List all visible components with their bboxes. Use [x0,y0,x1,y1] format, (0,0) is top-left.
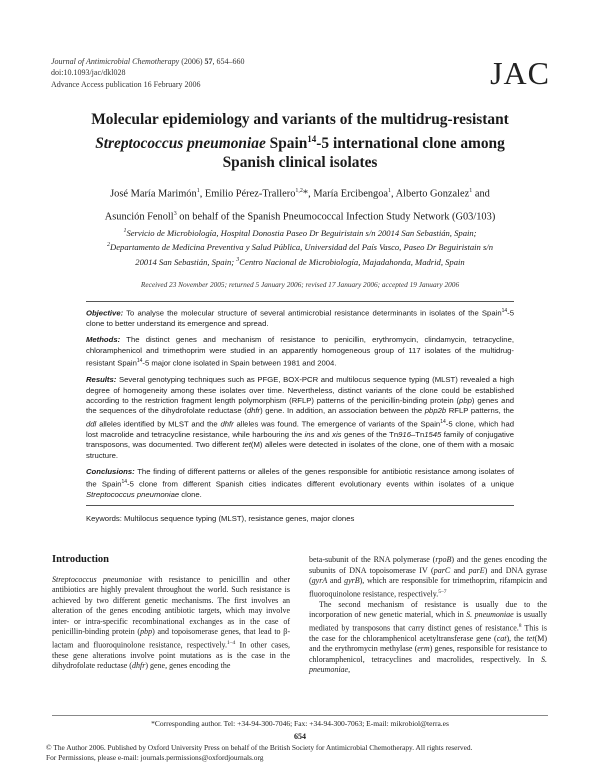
right-p2-species: S. pneumoniae [466,610,514,620]
right-rpob: rpoB [435,555,452,564]
intro-sup: 1–4 [227,639,236,646]
author-list [40,181,560,228]
title-spain: Spain [265,134,308,152]
right-sup-1: 5–7 [438,588,447,595]
title-line-3: Spanish clinical isolates [222,154,378,172]
results-text-h: and [314,429,333,439]
authors-line-1 [40,181,560,204]
right-text-d: ) and DNA gyrase ( [309,565,548,585]
intro-species: Streptococcus pneumoniae [52,574,142,584]
results-sup: 14 [440,418,446,425]
affil-3-sup: 3 [236,256,240,263]
abstract-results [86,375,514,461]
right-column [309,555,547,676]
objective-text: To analyse the molecular structure of several antimicrobial resistance determinants in isolates of the Spain [123,308,502,318]
right-p2-cat: cat [496,633,507,643]
conclusions-species: Streptococcus pneumoniae [86,490,180,500]
intro-dhfr: dhfr [131,661,146,671]
section-heading-introduction: Introduction [52,554,109,565]
objective-text-b: -5 clone to better understand its emergence and spread. [86,308,514,328]
affiliation-line-1 [50,225,550,239]
abstract-methods [86,335,514,369]
author-1-sup: 1 [196,188,200,194]
affil-3: Centro Nacional de Microbiología, Majadahonda, Madrid, Spain [239,256,465,267]
authors-and: and [472,188,490,200]
advance-access: Advance Access publication 16 February 2006 [51,79,201,89]
received-dates: Received 23 November 2005; returned 5 January 2006; revised 17 January 2006; accepted 19 January 2006 [140,280,460,289]
right-pare: parE [468,565,485,575]
copyright-line: © The Author 2006. Published by Oxford University Press on behalf of the British Society for Antimicrobial Chemotherapy. All rights reserved. [46,743,473,752]
methods-sup: 14 [136,358,143,365]
doi[interactable]: doi:10.1093/jac/dkl028 [51,68,126,78]
affil-2-sup: 2 [107,242,110,249]
title-sup: 14 [307,133,317,144]
right-text-b: ) and the genes encoding the subunits of DNA topoisomerase IV ( [309,555,547,575]
intro-text-c: In other cases, these gene alterations involve point mutations as is the case in the dihydrofolate reductase ( [52,640,290,671]
affil-1-sup: 1 [123,228,127,234]
abstract-top-rule [86,301,514,302]
conclusions-sup: 14 [121,479,128,486]
affiliation-line-3 [50,254,550,268]
results-label: Results: [86,375,117,385]
title-line-2 [40,130,560,154]
journal-pages: , 654–660 [212,57,245,66]
conclusions-label: Conclusions: [86,466,135,476]
right-p2-text-a: The second mechanism of resistance is usually due to the incorporation of new genetic material, which in [309,599,547,620]
results-text-e: alleles identified by MLST and the [96,419,221,429]
intro-paragraph-1 [52,575,290,672]
affiliation-line-2 [50,239,550,253]
intro-text-b: ) and topoisomerase genes, that lead to β-lactam and fluoroquinolone resistance, respectively. [52,627,290,650]
right-text-f: ), which are responsible for trimethoprim, rifampicin and fluoroquinolone resistance, respectively. [309,576,547,599]
right-p2-text-g: , [348,665,351,675]
right-p2-species-2: S. pneumoniae [309,654,547,675]
author-3-sup: 1 [388,188,392,194]
methods-text: The distinct genes and mechanism of resistance to penicillin, erythromycin, clindamycin, tetracycline, chloramphenicol and trimethoprim were studied in an apparently homogeneous group of 117 isolates of the multidrug-resistant Spain [86,335,514,368]
affiliations [50,225,550,268]
right-p2-text-c: This is the case for the chloramphenicol acetyltransferase gene ( [309,623,547,643]
journal-logo: JAC [490,55,550,91]
results-text-b: ) genes and the sequences of the dihydrofolate reductase ( [86,395,514,416]
right-parc: parC [433,565,451,575]
conclusions-text-c: clone. [179,490,202,500]
right-text-a: beta-subunit of the RNA polymerase ( [309,555,436,564]
abstract-objective [86,306,514,329]
author-4-sup: 1 [469,188,473,194]
page-number: 654 [294,732,306,741]
citation-line [51,56,245,67]
right-p2-text-f: ) genes, responsible for resistance to chloramphenicol, tetracyclines and macrolides, respectively. In [309,644,548,664]
right-p2-text-d: ), the [506,633,527,643]
right-text-c: and [450,565,469,575]
journal-name: Journal of Antimicrobial Chemotherapy [51,57,180,66]
author-group: on behalf of the Spanish Pneumococcal Infection Study Network (G03/103) [176,211,496,223]
results-tn916: 916 [398,429,411,439]
results-dhfr: dhfr [246,406,261,416]
left-column [52,555,290,672]
title-species: Streptococcus pneumoniae [95,134,266,152]
right-p2-text-e: (M) and the erythromycin methylase ( [309,633,548,654]
permissions-line: For Permissions, please e-mail: journals.permissions@oxfordjournals.org [46,753,264,763]
right-p2-sup: 8 [518,622,522,629]
conclusions-text-b: -5 clone from different Spanish cities indicates different evolutionary events within isolates of a unique [127,479,514,489]
author-2: , Emilio Pérez-Trallero [199,188,296,200]
right-p2-erm: erm [417,644,430,654]
abstract [86,306,514,501]
abstract-conclusions [86,467,514,501]
affil-1: Servicio de Microbiología, Hospital Donostia Paseo Dr Beguiristain s/n 20014 San Sebastián, Spain; [126,227,477,238]
right-paragraph-1 [309,555,547,600]
intro-text-a: with resistance to penicillin and other antibiotics are highly prevalent throughout the world. Such resistance is achieved by two different genetic mechanisms. The first involves an alteration of the genes encoding antibiotic targets, which may involve inter- or intra-specific recombinational exchanges as in the case of penicillin-binding protein ( [52,574,290,636]
results-ins: ins [304,429,315,439]
right-p2-tet: tet [526,633,535,643]
right-paragraph-2 [309,600,547,676]
conclusions-text-a: The finding of different patterns or alleles of the genes responsible for antibiotic resistance among isolates of the Spain [86,466,514,489]
results-ddl: ddl [86,419,97,429]
right-p2-text-b: is usually mediated by transposons that carry distinct genes of resistance. [309,610,547,633]
right-gyrb: gyrB [344,576,360,585]
journal-year: (2006) [181,57,203,66]
author-3: , María Ercibengoa [308,188,389,200]
results-text-c: ) gene. In addition, an association between the [260,406,425,416]
author-2-sup: 1,2 [295,188,303,194]
results-text-f: alleles was found. The emergence of variants of the Spain [233,419,441,429]
results-xis: xis [332,429,342,439]
right-gyra: gyrA [311,576,328,585]
affil-2b: 20014 San Sebastián, Spain; [135,256,235,267]
methods-label: Methods: [86,335,121,345]
results-text-g: -5 clone, which had lost macrolide and tetracycline resistance, while harbouring the [86,419,514,439]
author-4: , Alberto Gonzalez [391,188,470,200]
author-1: José María Marimón [110,188,197,200]
corresponding-mark: * [302,188,309,200]
title-line-2-rest: -5 international clone among [316,134,505,152]
results-text-d: RFLP patterns, the [446,406,515,416]
results-tn1545: 1545 [424,429,442,439]
results-tet: tet [242,440,251,450]
copyright-footer [46,743,566,763]
results-dhfr-2: dhfr [220,419,234,429]
author-5-sup: 3 [173,211,177,218]
results-text-k: family of conjugative transposons, was documented. Two different [86,429,515,450]
results-text-a: Several genotyping techniques such as PFGE, BOX-PCR and multilocus sequence typing (MLST) revealed a high degree of homogeneity among these isolates over time. Nevertheless, distinct variants of the clone could be established according to the restriction fragment length polymorphism (RFLP) patterns of the penicillin-binding protein ( [86,375,514,405]
journal-volume: 57 [204,57,213,66]
journal-info [51,56,245,90]
methods-text-b: -5 major clone isolated in Spain between 1981 and 2004. [142,358,337,368]
corresponding-author-note: *Corresponding author. Tel: +34-94-300-7046; Fax: +34-94-300-7063; E-mail: mikrobiol@terra.es [52,715,548,728]
abstract-bottom-rule [86,505,514,506]
keywords: Keywords: Multilocus sequence typing (MLST), resistance genes, major clones [86,514,355,523]
title-line-1: Molecular epidemiology and variants of the multidrug-resistant [91,111,509,128]
intro-text-d: ) gene, genes encoding the [145,661,231,671]
right-text-e: and [327,576,345,585]
results-text-i: genes of the Tn [341,429,399,439]
results-text-l: (M) alleles were detected in isolates of the clone, one of them with a mosaic structure. [86,440,514,460]
results-text-j: –Tn [410,429,425,439]
author-5: Asunción Fenoll [104,211,174,223]
objective-sup: 14 [501,308,508,314]
article-title [40,110,560,173]
results-pbp2b: pbp2b [424,406,447,416]
affil-2: Departamento de Medicina Preventiva y Salud Pública, Universidad del País Vasco, Paseo Dr Beguiristain s/n [110,242,493,253]
results-pbp: pbp [459,395,472,405]
intro-pbp: pbp [140,627,153,636]
objective-label: Objective: [86,308,124,318]
